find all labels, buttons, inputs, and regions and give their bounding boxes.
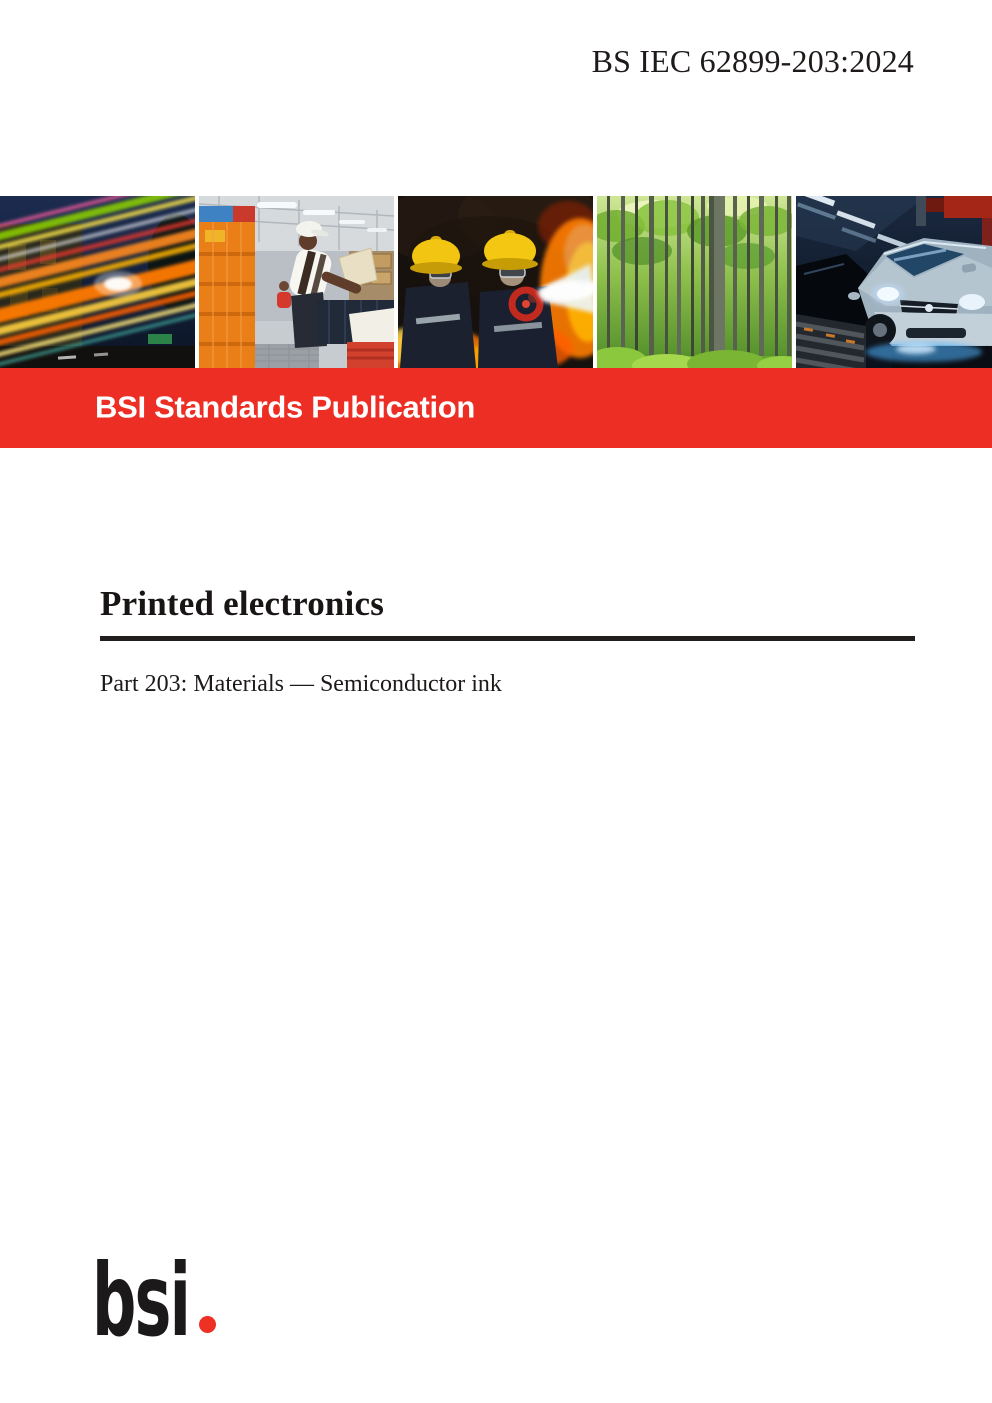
bsi-logo-dot <box>199 1316 216 1333</box>
bsi-logo <box>92 1242 248 1361</box>
bsi-logo-text: bsi <box>92 1242 189 1359</box>
photo-warehouse-worker <box>199 196 394 368</box>
title-divider <box>100 636 915 641</box>
photo-banner <box>0 196 992 368</box>
publication-banner <box>0 368 992 448</box>
photo-firefighters <box>398 196 593 368</box>
photo-car-assembly-line <box>796 196 992 368</box>
page-title: Printed electronics <box>100 584 385 623</box>
page-subtitle: Part 203: Materials — Semiconductor ink <box>100 671 502 697</box>
document-number: BS IEC 62899-203:2024 <box>591 43 914 79</box>
photo-forest-trees <box>597 196 792 368</box>
publication-banner-label: BSI Standards Publication <box>95 389 476 425</box>
photo-night-traffic-light-trails <box>0 196 195 368</box>
